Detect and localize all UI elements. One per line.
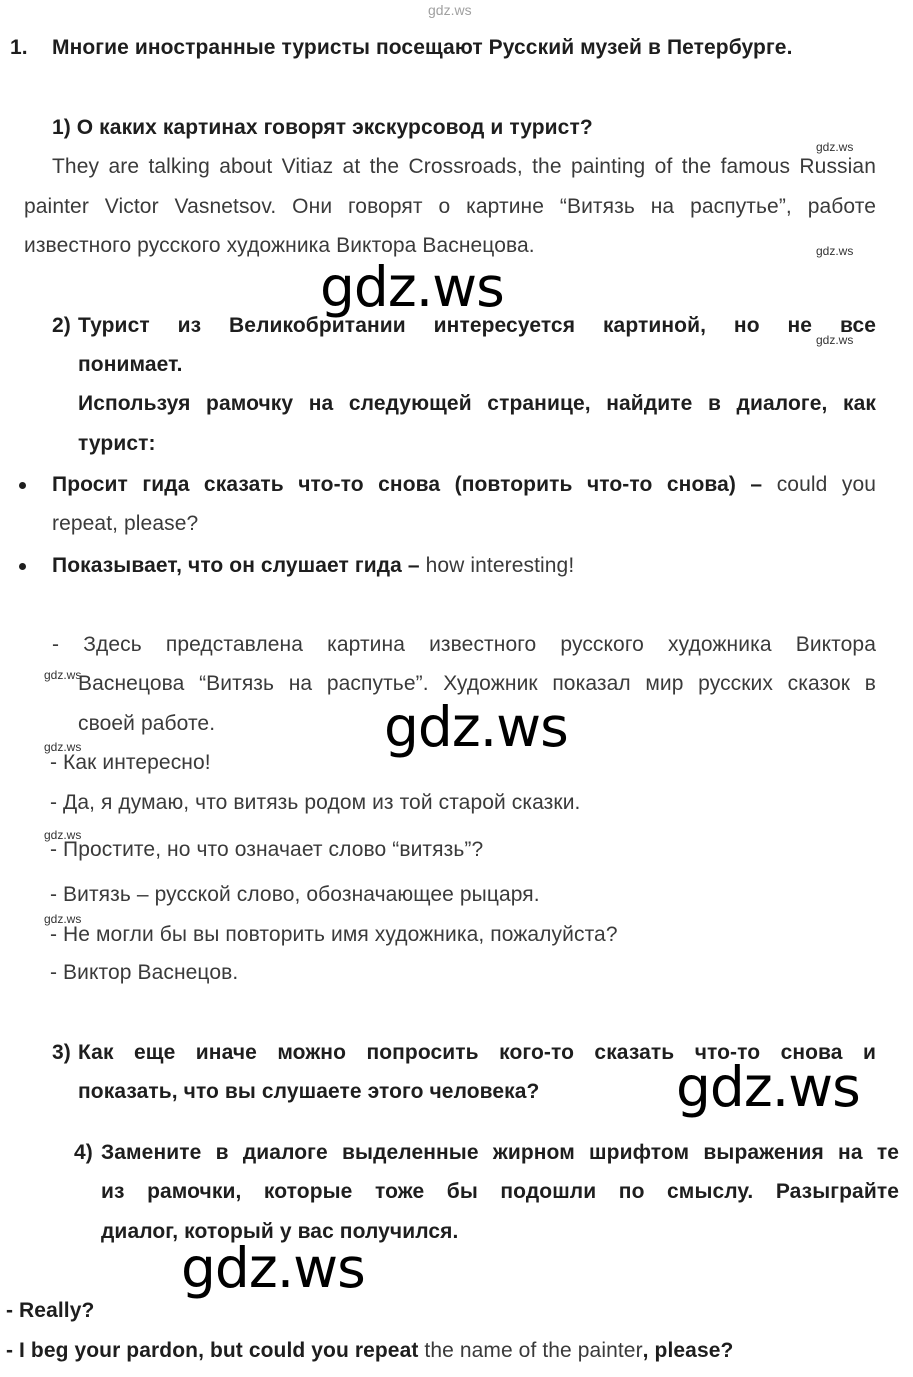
bullet-1 xyxy=(52,472,876,498)
bullet-icon xyxy=(19,563,26,570)
bullet-1-normal: could you xyxy=(776,473,877,496)
answer-last-normal: the name of the painter xyxy=(418,1339,643,1362)
dialogue-line-4: - Как интересно! xyxy=(50,751,211,774)
watermark-small: gdz.ws xyxy=(44,668,82,682)
watermark-small: gdz.ws xyxy=(44,740,82,754)
task-number: 1. xyxy=(10,36,28,59)
dialogue-line-6: - Простите, но что означает слово “витязь”? xyxy=(50,838,484,861)
q1-answer-line-1: They are talking about Vitiaz at the Crossroads, the painting of the famous Russian xyxy=(52,155,876,178)
bullet-1-continuation: repeat, please? xyxy=(52,512,199,535)
bullet-icon xyxy=(19,482,26,489)
q2-line-1: Турист из Великобритании интересуется картиной, но не все xyxy=(78,314,876,337)
answer-last-line xyxy=(6,1338,733,1364)
dialogue-line-8: - Не могли бы вы повторить имя художника, пожалуйста? xyxy=(50,923,618,946)
q2-line-2: понимает. xyxy=(78,353,183,376)
q1-answer-line-3: известного русского художника Виктора Васнецова. xyxy=(24,234,535,257)
q4-line-2: из рамочки, которые тоже бы подошли по смыслу. Разыграйте xyxy=(101,1180,899,1203)
q2-line-3: Используя рамочку на следующей странице, найдите в диалоге, как xyxy=(78,392,876,415)
watermark-big: gdz.ws xyxy=(181,1236,365,1300)
dialogue-line-9: - Виктор Васнецов. xyxy=(50,961,239,984)
dialogue-line-1: - Здесь представлена картина известного русского художника Виктора xyxy=(52,633,876,656)
dialogue-line-7: - Витязь – русской слово, обозначающее рыцаря. xyxy=(50,883,540,906)
watermark-small: gdz.ws xyxy=(816,140,854,154)
answer-last-bold-2: , please? xyxy=(642,1339,734,1362)
q2-line-4: турист: xyxy=(78,432,156,455)
watermark-big: gdz.ws xyxy=(384,695,568,759)
watermark-small: gdz.ws xyxy=(44,912,82,926)
q2-number: 2) xyxy=(52,314,71,337)
watermark-small: gdz.ws xyxy=(816,244,854,258)
q3-line-1: Как еще иначе можно попросить кого-то сказать что-то снова и xyxy=(78,1041,876,1064)
bullet-1-bold: Просит гида сказать что-то снова (повторить что-то снова) – xyxy=(52,473,777,496)
q4-number: 4) xyxy=(74,1141,93,1164)
q4-line-3: диалог, который у вас получился. xyxy=(101,1220,459,1243)
watermark-small: gdz.ws xyxy=(44,828,82,842)
bullet-2-normal: how interesting! xyxy=(425,554,575,577)
q1-answer-line-2: painter Victor Vasnetsov. Они говорят о картине “Витязь на распутье”, работе xyxy=(24,195,876,218)
dialogue-line-2: Васнецова “Витязь на распутье”. Художник показал мир русских сказок в xyxy=(78,672,876,695)
q1-heading: 1) О каких картинах говорят экскурсовод и турист? xyxy=(52,116,593,139)
watermark-big: gdz.ws xyxy=(320,255,504,319)
bullet-2 xyxy=(52,553,574,579)
q3-line-2: показать, что вы слушаете этого человека? xyxy=(78,1080,540,1103)
watermark-small: gdz.ws xyxy=(816,333,854,347)
dialogue-line-5: - Да, я думаю, что витязь родом из той старой сказки. xyxy=(50,791,581,814)
q3-number: 3) xyxy=(52,1041,71,1064)
answer-really: - Really? xyxy=(6,1299,95,1322)
dialogue-line-3: своей работе. xyxy=(78,712,216,735)
watermark-top: gdz.ws xyxy=(428,2,472,18)
task-title: Многие иностранные туристы посещают Русский музей в Петербурге. xyxy=(52,36,793,59)
q4-line-1: Замените в диалоге выделенные жирном шрифтом выражения на те xyxy=(101,1141,899,1164)
answer-last-bold-1: - I beg your pardon, but could you repeat xyxy=(6,1339,419,1362)
watermark-big: gdz.ws xyxy=(676,1055,860,1119)
bullet-2-bold: Показывает, что он слушает гида – xyxy=(52,554,426,577)
